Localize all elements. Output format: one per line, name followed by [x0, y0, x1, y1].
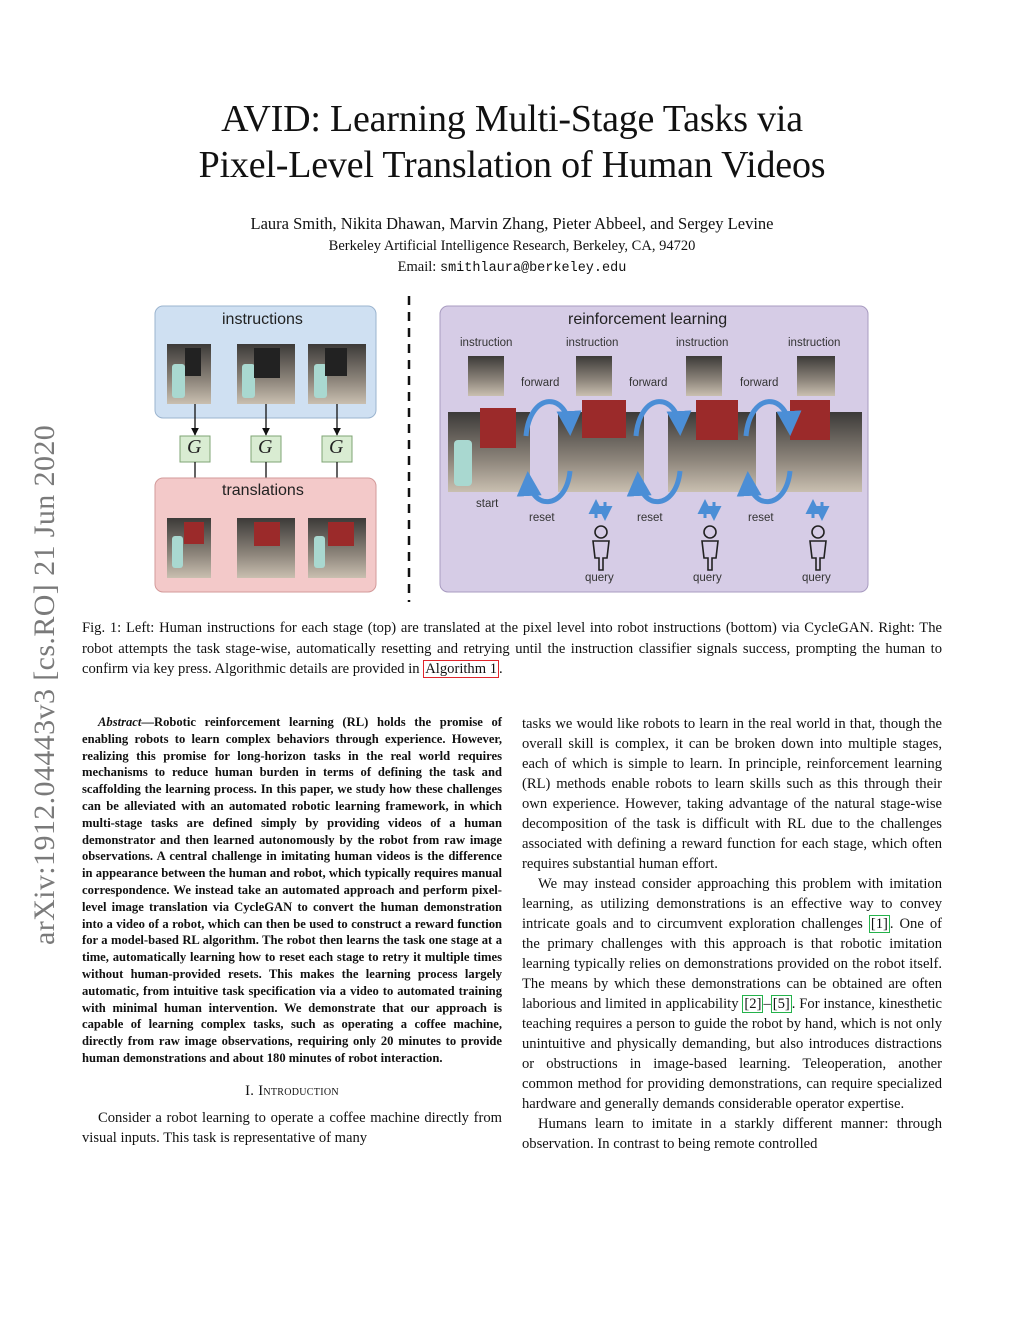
intro-paragraph-2	[522, 874, 942, 1114]
intro-paragraph-1: Consider a robot learning to operate a coffee machine directly from visual inputs. This task is representative of many	[82, 1109, 502, 1146]
abstract-heading: Abstract	[98, 715, 142, 729]
left-column	[82, 714, 502, 1148]
robot-translation-frames	[167, 518, 366, 578]
section-heading-introduction	[82, 1081, 502, 1101]
forward-label-3: forward	[740, 377, 779, 389]
email-label: Email:	[397, 259, 437, 275]
section-title: Introduction	[258, 1082, 339, 1099]
abstract-body: Robotic reinforcement learning (RL) holds the promise of enabling robots to learn complex behaviors through experience. However, realizing this promise for long-horizon tasks in the real world requires mechanisms to reduce human burden in terms of defining the task and scaffolding the learning process. In this paper, we study how these challenges can be alleviated with an automated robotic learning framework, in which multi-stage tasks are defined simply by providing videos of a human demonstrator and then learned autonomously by the robot from raw image observations. A central challenge in imitating human videos is the difference in appearance between the human and robot, which typically requires manual correspondence. We instead take an automated approach and perform pixel-level image translation via CycleGAN to convert the human demonstration into a video of a robot, which can then be used to construct a reward function for a model-based RL algorithm. The robot then learns the task one stage at a time, automatically learning how to reset each stage to retry it multiple times without human-provided resets. This makes the learning process largely automatic, from intuitive task specification via a video to automated training with minimal human intervention. We demonstrate that our approach is capable of learning complex tasks, such as operating a coffee machine, directly from raw image observations, requiring only 20 minutes to provide human demonstrations and about 180 minutes of robot interaction.	[82, 715, 502, 1065]
algorithm-link[interactable]: Algorithm 1	[425, 661, 498, 677]
forward-label-1: forward	[521, 377, 560, 389]
author-list: Laura Smith, Nikita Dhawan, Marvin Zhang, Pieter Abbeel, and Sergey Levine	[250, 214, 774, 233]
abstract-dash: —	[141, 715, 154, 729]
title-line-2: Pixel-Level Translation of Human Videos	[198, 144, 826, 186]
instruction-label-2: instruction	[566, 337, 619, 349]
p2-part-c: . For instance, kinesthetic teaching requires a person to guide the robot by hand, which is not only unintuitive and physically demanding, but also introduces distractions or obstructions in image-based learning. Teleoperation, another common method for providing demonstrations, can require specialized hardware and generally demands considerable operator expertise.	[522, 996, 942, 1112]
intro-paragraph-3: Humans learn to imitate in a starkly different manner: through observation. In contrast to being remote controlled	[522, 1116, 942, 1152]
p2-part-a: We may instead consider approaching this problem with imitation learning, as utilizing demonstrations is an effective way to convey intricate goals and to circumvent exploration challenges	[522, 876, 942, 932]
rl-title: reinforcement learning	[568, 311, 728, 328]
reset-label-1: reset	[529, 512, 555, 524]
citation-link-5[interactable]: [5]	[772, 996, 790, 1012]
reset-label-3: reset	[748, 512, 774, 524]
paper-title	[0, 96, 1024, 188]
query-label-1: query	[585, 572, 614, 584]
citation-link-1[interactable]: [1]	[870, 916, 888, 932]
abstract	[82, 714, 502, 1067]
figure-caption	[82, 618, 942, 680]
caption-end: .	[499, 661, 503, 677]
instruction-label-1: instruction	[460, 337, 513, 349]
generator-label-3: G	[329, 436, 344, 458]
figure-1	[150, 296, 874, 602]
instruction-label-4: instruction	[788, 337, 841, 349]
email-address[interactable]: smithlaura@berkeley.edu	[439, 261, 627, 276]
generator-label-1: G	[187, 436, 202, 458]
query-label-3: query	[802, 572, 831, 584]
instruction-label-3: instruction	[676, 337, 729, 349]
query-label-2: query	[693, 572, 722, 584]
section-number: I.	[245, 1082, 255, 1099]
arxiv-stamp: arXiv:1912.04443v3 [cs.RO] 21 Jun 2020	[28, 424, 61, 945]
instructions-title: instructions	[222, 311, 303, 328]
citation-link-2[interactable]: [2]	[744, 996, 762, 1012]
forward-label-2: forward	[629, 377, 668, 389]
reset-label-2: reset	[637, 512, 663, 524]
affiliation: Berkeley Artificial Intelligence Research, Berkeley, CA, 94720	[328, 238, 696, 254]
intro-paragraph-1-continued: tasks we would like robots to learn in the real world in that, though the overall skill is complex, it can be broken down into multiple stages, each of which is simple to learn. In principle, reinforcement learning (RL) methods enable robots to learn skills such as this through their own experience. However, taking advantage of the natural stage-wise decomposition of the task is difficult with RL due to the challenges associated with defining a reward function for each stage, which often requires substantial human effort.	[522, 716, 942, 872]
citation-range-dash: –	[763, 996, 771, 1012]
translations-title: translations	[222, 482, 304, 499]
start-label: start	[476, 498, 499, 510]
right-column	[522, 714, 942, 1154]
generator-label-2: G	[258, 436, 273, 458]
caption-text: Fig. 1: Left: Human instructions for each stage (top) are translated at the pixel level into robot instructions (bottom) via CycleGAN. Right: The robot attempts the task stage-wise, automatically resetting and retrying until the instruction classifier signals success, prompting the human to confirm via key press. Algorithmic details are provided in	[82, 620, 942, 677]
title-line-1: AVID: Learning Multi-Stage Tasks via	[221, 98, 803, 140]
p2-part-b: . One of the primary challenges with this approach is that robotic imitation learning typically relies on demonstrations provided on the robot itself. The means by which these demonstrations can be obtained are often laborious and limited in applicability	[522, 916, 943, 1012]
human-instruction-frames	[167, 344, 366, 404]
email-line	[0, 257, 1024, 279]
